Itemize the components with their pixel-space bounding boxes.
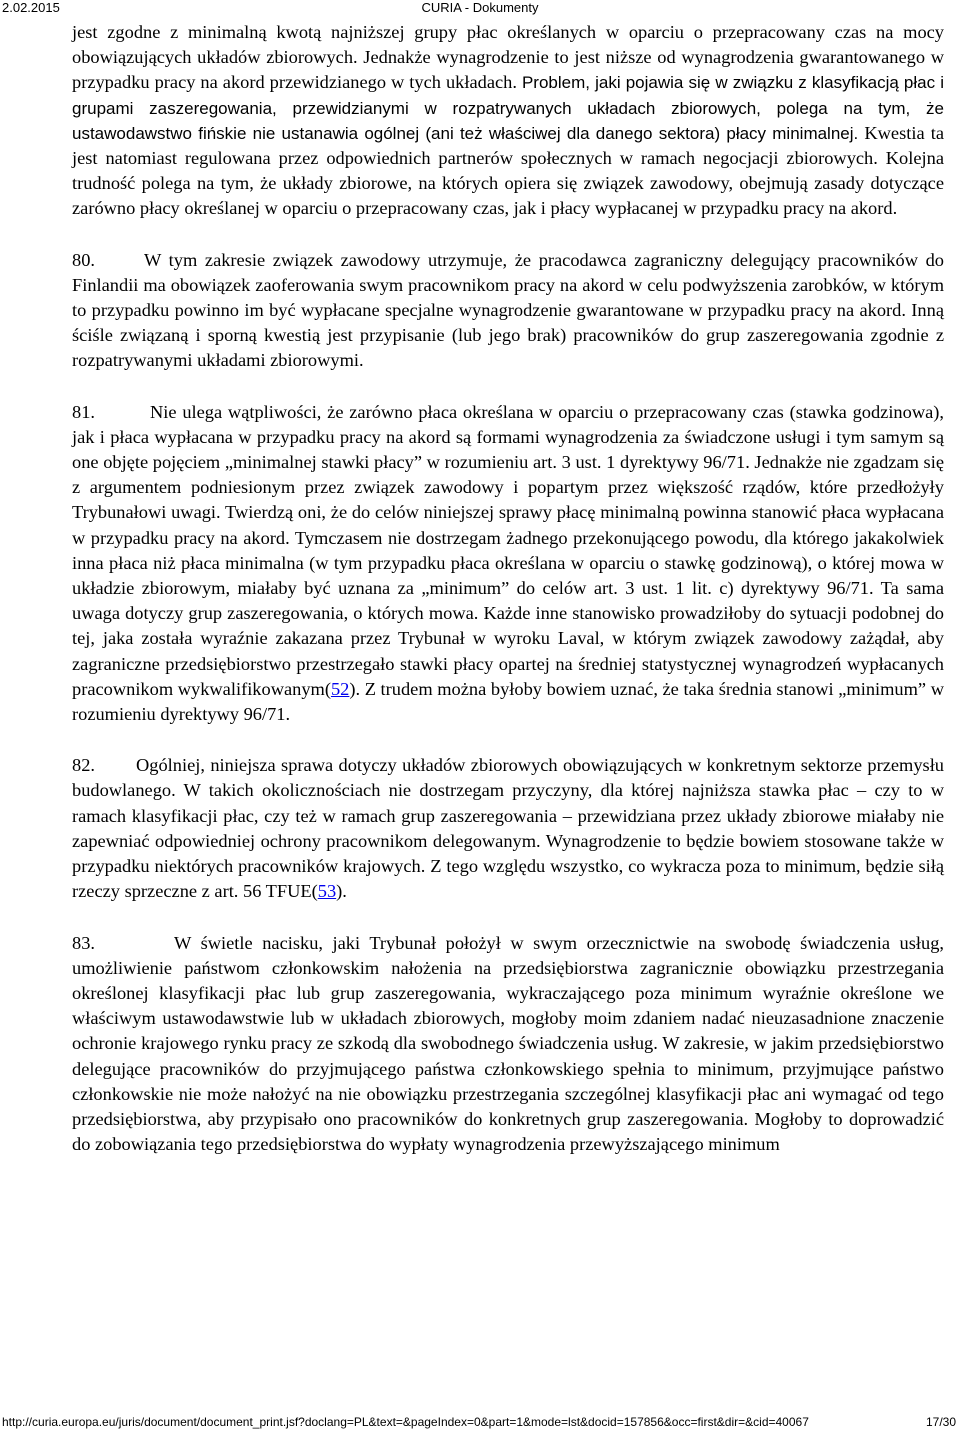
paragraph-text: W świetle nacisku, jaki Trybunał położył w swym orzecznictwie na swobodę świadczenia usług, umożliwienie państwom członkowskim nałożenia na przedsiębiorstwa zagranicznie obowiązku przestrzegania określonej klasyfikacji płac lub grup zaszeregowania, wykraczającego poza minimum wyraźnie określone we właściwym ustawodawstwie lub w układach zbiorowych, mogłoby moim zdaniem nadać nieuzasadnione znaczenie ochronie krajowego rynku pracy ze szkodą dla swobodnego świadczenia usług. W zakresie, w jakim przedsiębiorstwo delegujące pracowników do przyjmującego państwa członkowskiego spełnia to minimum, przyjmujące państwo członkowskie nie może nałożyć na nie obowiązku przestrzegania szczególnej klasyfikacji płac ani wymagać od tego przedsiębiorstwa, aby przypisało ono pracowników do konkretnych grup zaszeregowania. Mogłoby to doprowadzić do zobowiązania tego przedsiębiorstwa do wypłaty wynagrodzenia przewyższającego minimum	[72, 932, 944, 1155]
paragraph-text: Kwestia ta jest natomiast regulowana przez odpowiednich partnerów społecznych w ramach negocjacji zbiorowych.	[72, 122, 944, 169]
paragraph-82	[72, 753, 944, 904]
page-number: 17/30	[925, 1415, 956, 1429]
print-header	[0, 0, 960, 18]
paragraph-81	[72, 400, 944, 728]
footnote-link-53[interactable]: 53	[317, 881, 337, 902]
document-title: CURIA - Dokumenty	[421, 0, 539, 15]
document-body	[72, 20, 944, 1183]
paragraph-text: Kolejna trudność polega na tym, że układy zbiorowe, na których opiera się związek zawodowy, obejmują zasady dotyczące zarówno płacy określanej w oparciu o przepracowany czas, jak i płacy wypłacanej w przypadku pracy na akord.	[72, 148, 944, 219]
paragraph-text: Problem, jaki pojawia się w związku z klasyfikacją płac i grupami zaszeregowania, przewidzianymi w rozpatrywanych układach zbiorowych, polega na tym, że ustawodawstwo fińskie nie ustanawia ogólnej (ani też właściwej dla danego sektora) płacy minimalnej.	[72, 73, 945, 143]
paragraph-text: ). Z trudem można byłoby bowiem uznać, że taka średnia stanowi „minimum” w rozumieniu dyrektywy 96/71.	[72, 678, 944, 725]
paragraph-text: ).	[336, 881, 347, 902]
footnote-link-52[interactable]: 52	[330, 678, 350, 699]
paragraph-continued	[72, 20, 944, 222]
paragraph-text: Nie ulega wątpliwości, że zarówno płaca określana w oparciu o przepracowany czas (stawka godzinowa), jak i płaca wypłacana w przypadku pracy na akord są formami wynagrodzenia za świadczone usługi i tym samym są one objęte pojęciem „minimalnej stawki płacy” w rozumieniu art. 3 ust. 1 dyrektywy 96/71. Jednakże nie zgadzam się z argumentem podniesionym przez związek zawodowy i popartym przez większość rządów, które przedłożyły Trybunałowi uwagi. Twierdzą oni, że do celów niniejszej sprawy płacę minimalną powinna stanowić płaca wypłacana w przypadku pracy na akord. Tymczasem nie dostrzegam żadnego przekonującego powodu, dla którego jakakolwiek inna płaca niż płaca minimalna (w tym przypadku płaca określana w oparciu o stawkę godzinową), o której mowa w układzie zbiorowym, miałaby być uznana za „minimum” do celów art. 3 ust. 1 lit. c) dyrektywy 96/71. Ta sama uwaga dotyczy grup zaszeregowania, o których mowa. Każde inne stanowisko prowadziłoby do sytuacji podobnej do tej, jaka została wyraźnie zakazana przez Trybunał w wyroku Laval, w którym związek zawodowy zażądał, aby zagraniczne przedsiębiorstwo przestrzegało stawki płacy opartej na średniej statystycznej wynagrodzeń wypłacanych pracownikom wykwalifikowanym(	[72, 401, 944, 699]
source-url: http://curia.europa.eu/juris/document/document_print.jsf?doclang=PL&text=&pageIndex=0&part=1&mode=lst&docid=157856&occ=first&dir=&cid=40067	[2, 1415, 809, 1429]
print-footer	[0, 1414, 960, 1432]
paragraph-number: 81.	[72, 401, 95, 422]
paragraph-number: 82.	[72, 755, 95, 776]
print-date: 2.02.2015	[2, 0, 60, 15]
paragraph-text: W tym zakresie związek zawodowy utrzymuje, że pracodawca zagraniczny delegujący pracowników do Finlandii ma obowiązek zaoferowania swym pracownikom pracy na akord w celu podwyższenia zarobków, w którym to przypadku powinno im być wypłacane specjalne wynagrodzenie gwarantowane w przypadku pracy na akord. Inną ściśle związaną i sporną kwestią jest przypisanie (lub jego brak) pracowników do grup zaszeregowania zgodnie z rozpatrywanymi układami zbiorowymi.	[72, 249, 944, 371]
paragraph-80	[72, 248, 944, 374]
paragraph-text: jest zgodne z minimalną kwotą najniższej grupy płac określanych w oparciu o przepracowany czas na mocy obowiązujących układów zbiorowych. Jednakże wynagrodzenie to jest niższe od wynagrodzenia gwarantowanego w przypadku pracy na akord przewidzianego w tych układach.	[72, 22, 944, 93]
paragraph-number: 83.	[72, 932, 95, 953]
paragraph-83	[72, 931, 944, 1158]
paragraph-number: 80.	[72, 249, 95, 270]
paragraph-text: Ogólniej, niniejsza sprawa dotyczy układów zbiorowych obowiązujących w konkretnym sektorze przemysłu budowlanego. W takich okolicznościach nie dostrzegam przyczyny, dla której najniższa stawka płac – czy to w ramach klasyfikacji płac, czy też w ramach grup zaszeregowania – przewidziana przez układy zbiorowe miałaby nie zapewniać odpowiedniej ochrony pracownikom delegowanym. Wynagrodzenie to będzie bowiem stosowane także w przypadku niektórych pracowników krajowych. Z tego względu wszystko, co wykracza poza to minimum, będzie siłą rzeczy sprzeczne z art. 56 TFUE(	[72, 755, 944, 902]
